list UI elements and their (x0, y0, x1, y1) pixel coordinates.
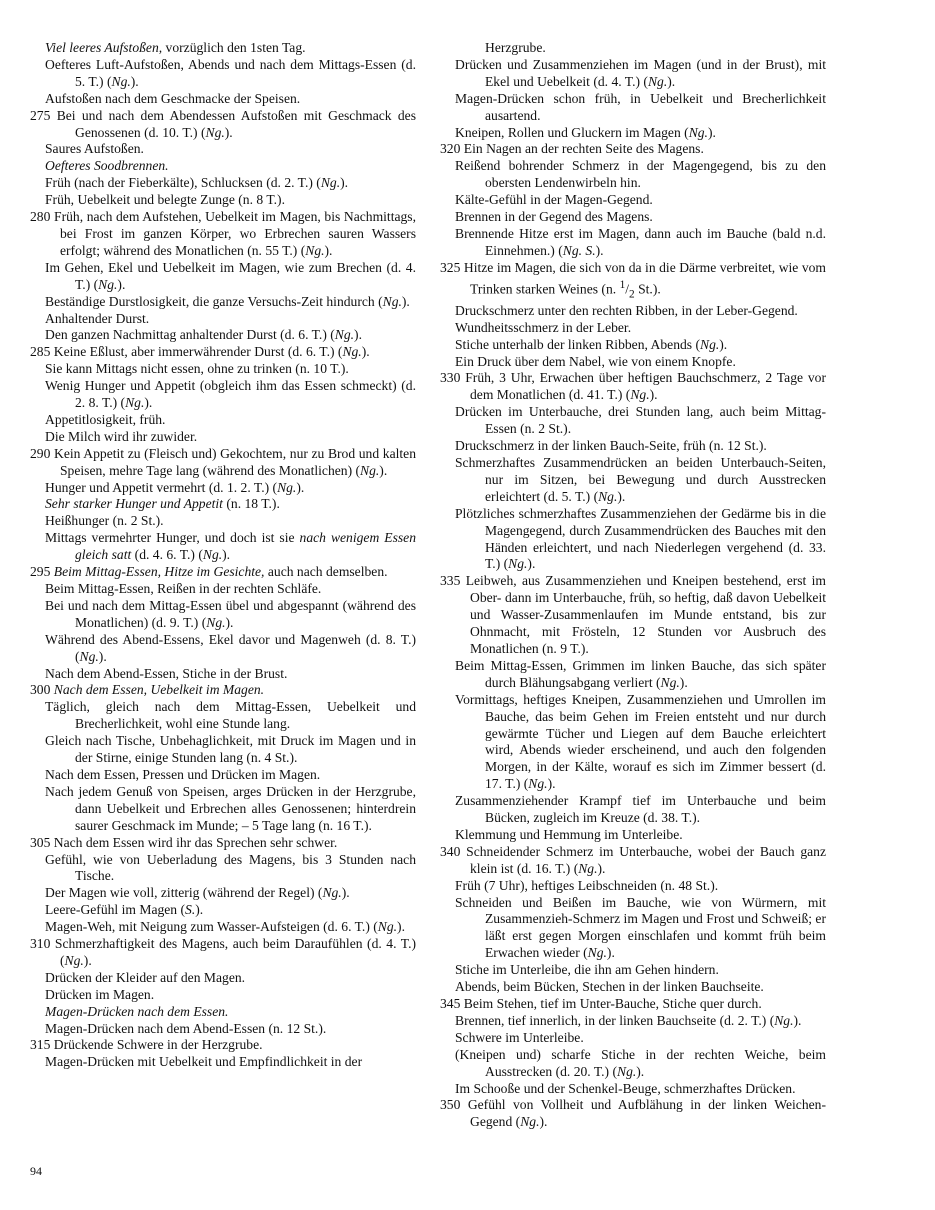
symptom-entry: Druckschmerz in der linken Bauch-Seite, früh (n. 12 St.). (455, 438, 767, 454)
symptom-entry: Der Magen wie voll, zitterig (während der Regel) (Ng.). (45, 885, 350, 901)
symptom-entry: Appetitlosigkeit, früh. (45, 411, 166, 427)
symptom-entry: Heißhunger (n. 2 St.). (45, 513, 164, 529)
symptom-entry: Anhaltender Durst. (45, 310, 150, 326)
symptom-entry: Den ganzen Nachmittag anhaltender Durst (d. 6. T.) (Ng.). (45, 327, 362, 343)
symptom-entry: 340 Schneidender Schmerz im Unterbauche, wobei der Bauch ganz klein ist (d. 16. T.) (Ng.). (440, 843, 826, 876)
symptom-entry: Wundheitsschmerz in der Leber. (455, 319, 632, 335)
symptom-entry: Die Milch wird ihr zuwider. (45, 428, 198, 444)
symptom-entry: Drücken der Kleider auf den Magen. (45, 969, 246, 985)
symptom-entry: Stiche unterhalb der linken Ribben, Abends (Ng.). (455, 336, 728, 352)
symptom-entry: Druckschmerz unter den rechten Ribben, in der Leber-Gegend. (455, 302, 798, 318)
symptom-entry: Früh, Uebelkeit und belegte Zunge (n. 8 T.). (45, 192, 285, 208)
symptom-entry: Magen-Drücken nach dem Essen. (45, 1003, 229, 1019)
symptom-entry: Drücken und Zusammenziehen im Magen (und in der Brust), mit Ekel und Uebelkeit (d. 4. T.) (Ng.). (455, 56, 826, 89)
symptom-entry: Brennende Hitze erst im Magen, dann auch im Bauche (bald n.d. Einnehmen.) (Ng. S.). (455, 225, 826, 258)
symptom-entry: Magen-Drücken nach dem Abend-Essen (n. 12 St.). (45, 1020, 327, 1036)
symptom-entry: Hunger und Appetit vermehrt (d. 1. 2. T.) (Ng.). (45, 479, 305, 495)
right-column (440, 40, 826, 1131)
symptom-entry: Schneiden und Beißen im Bauche, wie von Würmern, mit Zusammenzieh-Schmerz im Magen und Frost und Schweiß; er läßt erst gegen Morgen einschlafen und kommt früh beim Erwachen wieder (Ng.). (455, 894, 826, 961)
symptom-entry: Beim Mittag-Essen, Reißen in der rechten Schläfe. (45, 581, 322, 596)
symptom-entry: Klemmung und Hemmung im Unterleibe. (455, 826, 683, 842)
symptom-entry: Im Gehen, Ekel und Uebelkeit im Magen, wie zum Brechen (d. 4. T.) (Ng.). (45, 259, 416, 292)
symptom-entry: 290 Kein Appetit zu (Fleisch und) Gekochtem, nur zu Brod und kalten Speisen, mehre Tage lang (während des Monatlichen) (Ng.). (30, 445, 416, 478)
symptom-entry: Täglich, gleich nach dem Mittag-Essen, Uebelkeit und Brecherlichkeit, wohl eine Stunde lang. (45, 699, 416, 732)
symptom-entry: Sie kann Mittags nicht essen, ohne zu trinken (n. 10 T.). (45, 361, 349, 377)
symptom-entry: Kneipen, Rollen und Gluckern im Magen (Ng.). (455, 124, 716, 140)
symptom-entry: Nach jedem Genuß von Speisen, arges Drücken in der Herzgrube, dann Uebelkeit und Erbrechen alles Genossenen; hinterdrein saurer Geschmack im Munde; – 5 Tage lang (n. 16 T.). (45, 783, 416, 833)
symptom-entry: Brennen in der Gegend des Magens. (455, 209, 653, 225)
symptom-entry: Oefteres Luft-Aufstoßen, Abends und nach dem Mittags-Essen (d. 5. T.) (Ng.). (45, 56, 416, 89)
symptom-entry: Nach dem Essen, Pressen und Drücken im Magen. (45, 766, 321, 782)
symptom-entry: 345 Beim Stehen, tief im Unter-Bauche, Stiche quer durch. (440, 996, 762, 1011)
symptom-entry: Vormittags, heftiges Kneipen, Zusammenziehen und Umrollen im Bauche, das beim Gehen im Freien entsteht und nur durch gewärmte Tücher und Liegen auf dem Bauche erleichtert wird, Abends wieder erscheinend, und auch den folgenden Morgen, in der Kälte, worauf es sich im Zimmer bessert (d. 17. T.) (Ng.). (455, 691, 826, 792)
symptom-entry: Oefteres Soodbrennen. (45, 158, 169, 174)
symptom-entry: Beständige Durstlosigkeit, die ganze Versuchs-Zeit hindurch (Ng.). (45, 293, 410, 309)
symptom-entry: 300 Nach dem Essen, Uebelkeit im Magen. (30, 682, 265, 698)
left-column (30, 40, 416, 1071)
symptom-entry: Viel leeres Aufstoßen, vorzüglich den 1sten Tag. (45, 40, 306, 55)
symptom-entry: 310 Schmerzhaftigkeit des Magens, auch beim Daraufühlen (d. 4. T.) (Ng.). (30, 936, 416, 968)
symptom-entry: 320 Ein Nagen an der rechten Seite des Magens. (440, 141, 704, 157)
symptom-entry: Sehr starker Hunger und Appetit (n. 18 T.). (45, 496, 280, 512)
symptom-entry: Saures Aufstoßen. (45, 141, 144, 157)
symptom-entry: Schwere im Unterleibe. (455, 1029, 584, 1045)
symptom-entry: Mittags vermehrter Hunger, und doch ist sie nach wenigem Essen gleich satt (d. 4. 6. T.) (Ng.). (45, 530, 416, 563)
symptom-entry: Kälte-Gefühl in der Magen-Gegend. (455, 192, 653, 208)
symptom-entry: 280 Früh, nach dem Aufstehen, Uebelkeit im Magen, bis Nachmittags, bei Frost im ganzen Körper, wo Erbrechen sauren Wassers erfolgt; während des Monatlichen (n. 55 T.) (Ng.). (30, 209, 416, 258)
symptom-entry: (Kneipen und) scharfe Stiche in der rechten Weiche, beim Ausstrecken (d. 20. T.) (Ng.). (455, 1046, 826, 1079)
symptom-entry: Während des Abend-Essens, Ekel davor und Magenweh (d. 8. T.) (Ng.). (45, 631, 416, 664)
symptom-entry: 275 Bei und nach dem Abendessen Aufstoßen mit Geschmack des Genossenen (d. 10. T.) (Ng.). (30, 107, 416, 140)
symptom-entry: Herzgrube. (485, 40, 546, 55)
symptom-entry: Nach dem Abend-Essen, Stiche in der Brust. (45, 665, 288, 681)
symptom-entry: Abends, beim Bücken, Stechen in der linken Bauchseite. (455, 979, 764, 995)
symptom-entry: Gefühl, wie von Ueberladung des Magens, bis 3 Stunden nach Tische. (45, 851, 416, 884)
symptom-entry: Plötzliches schmerzhaftes Zusammenziehen der Gedärme bis in die Magengegend, durch Zusammendrücken des Bauches mit den Händen erleichtert, und nach Niederlegen vergehend (d. 33. T.) (Ng.). (455, 505, 826, 572)
symptom-entry: 315 Drückende Schwere in der Herzgrube. (30, 1037, 263, 1053)
symptom-entry: Gleich nach Tische, Unbehaglichkeit, mit Druck im Magen und in der Stirne, einige Stunden lang (n. 4 St.). (45, 733, 416, 766)
symptom-entry: Magen-Drücken mit Uebelkeit und Empfindlichkeit in der (45, 1054, 363, 1070)
symptom-entry: Aufstoßen nach dem Geschmacke der Speisen. (45, 90, 301, 106)
symptom-entry: Beim Mittag-Essen, Grimmen im linken Bauche, das sich später durch Blähungsabgang verliert (Ng.). (455, 657, 826, 690)
symptom-entry: Wenig Hunger und Appetit (obgleich ihm das Essen schmeckt) (d. 2. 8. T.) (Ng.). (45, 378, 416, 411)
symptom-entry: Schmerzhaftes Zusammendrücken an beiden Unterbauch-Seiten, nur im Sitzen, bei Bewegung und durch Ausstrecken erleichtert (d. 5. T.) (Ng.). (455, 455, 826, 504)
symptom-entry: Stiche im Unterleibe, die ihn am Gehen hindern. (455, 962, 719, 978)
symptom-entry: Ein Druck über dem Nabel, wie von einem Knopfe. (455, 353, 736, 369)
symptom-entry: Brennen, tief innerlich, in der linken Bauchseite (d. 2. T.) (Ng.). (455, 1012, 802, 1028)
symptom-entry: 335 Leibweh, aus Zusammenziehen und Kneipen bestehend, erst im Ober- dann im Unterbauche, früh, so heftig, daß davon Uebelkeit und Wasser-Zusammenlaufen im Munde entstand, bis zur Ohnmacht, mit Frösteln, 12 Stunden vor Ausbruch des Monatlichen (n. 9 T.). (440, 573, 826, 656)
symptom-entry: Früh (7 Uhr), heftiges Leibschneiden (n. 48 St.). (455, 877, 719, 893)
symptom-entry: Drücken im Unterbauche, drei Stunden lang, auch beim Mittag-Essen (n. 2 St.). (455, 404, 826, 437)
symptom-entry: Im Schooße und der Schenkel-Beuge, schmerzhaftes Drücken. (455, 1080, 796, 1096)
symptom-entry: Magen-Weh, mit Neigung zum Wasser-Aufsteigen (d. 6. T.) (Ng.). (45, 919, 405, 935)
symptom-entry: Leere-Gefühl im Magen (S.). (45, 902, 204, 918)
symptom-entry: Früh (nach der Fieberkälte), Schlucksen (d. 2. T.) (Ng.). (45, 175, 349, 191)
symptom-entry: 285 Keine Eßlust, aber immerwährender Durst (d. 6. T.) (Ng.). (30, 344, 370, 360)
symptom-entry: 350 Gefühl von Vollheit und Aufblähung in der linken Weichen-Gegend (Ng.). (440, 1097, 826, 1130)
page-number: 94 (30, 1164, 42, 1178)
symptom-entry: Reißend bohrender Schmerz in der Magengegend, bis zu den obersten Lendenwirbeln hin. (455, 158, 826, 191)
symptom-entry: Zusammenziehender Krampf tief im Unterbauche und beim Bücken, zugleich im Kreuze (d. 38. T.). (455, 793, 826, 826)
symptom-entry: 295 Beim Mittag-Essen, Hitze im Gesichte, auch nach demselben. (30, 564, 388, 580)
symptom-entry: Bei und nach dem Mittag-Essen übel und abgespannt (während des Monatlichen) (d. 9. T.) (Ng.). (45, 597, 416, 630)
symptom-entry: Drücken im Magen. (45, 986, 155, 1002)
symptom-entry: 305 Nach dem Essen wird ihr das Sprechen sehr schwer. (30, 834, 338, 850)
symptom-entry: Magen-Drücken schon früh, in Uebelkeit und Brecherlichkeit ausartend. (455, 90, 826, 123)
symptom-entry: 330 Früh, 3 Uhr, Erwachen über heftigen Bauchschmerz, 2 Tage vor dem Monatlichen (d. 41. T.) (Ng.). (440, 370, 826, 403)
symptom-entry: 325 Hitze im Magen, die sich von da in die Därme verbreitet, wie vom Trinken starken Weines (n. $^1/_2$ St.). (440, 259, 826, 300)
